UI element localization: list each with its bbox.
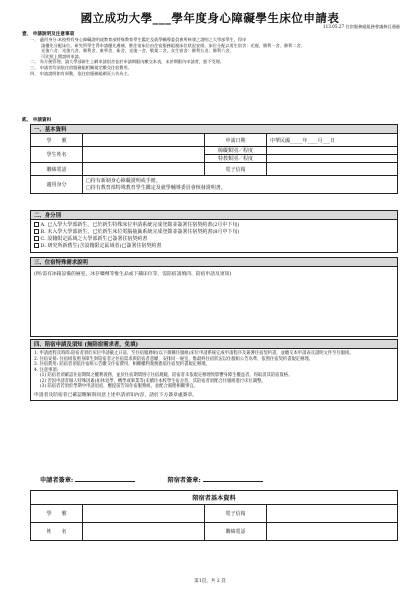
companion-band: 四、陪宿申請及須知 (無陪宿需求者，免填) (31, 340, 398, 349)
status-band: 二、身分別 (31, 211, 398, 220)
email-label: 電子信箱 (205, 163, 267, 176)
rule-item: 4. 注意事項: (34, 367, 59, 373)
form-title: 國立成功大學___學年度身心障礙學生床位申請表 (80, 11, 340, 25)
agreement-text: 申請者及陪宿者已確認瞭解與同意上述申請須知內容，請於下方簽章處簽章。 (34, 392, 198, 398)
companion-name-label: 姓 名 (31, 523, 83, 541)
needs-table (30, 257, 398, 337)
note-line: 二、 為方便管理，請大學部新生上網申請宿舍並於申請期限內繳交本表，未於期限內申請者，恕不受理。 (30, 59, 224, 65)
apply-date-field[interactable]: 中華民國_____年____月___日 (267, 134, 398, 147)
student-id-label: 學 號 (31, 134, 83, 147)
rule-item: 1. 申請流程及時間:陪宿者須於床位申請截止日前，至住宿服務組(以下簡稱住服組)床位申請系統完成申請程序及簽署住宿契約書，並繳交本申請表及證明文件至住服組。 (34, 351, 354, 356)
companion-signature-field[interactable] (203, 481, 263, 482)
checkbox-icon[interactable] (34, 229, 39, 234)
companion-id-label: 學 號 (31, 505, 83, 523)
status-option-b[interactable]: B. 未入學大學部新生，已於新生床位電腦抽籤系統完成登錄並簽署住宿契約書(8月中下旬) (34, 229, 394, 236)
note-line: 可比照上開說明申請。 (41, 53, 83, 59)
status-option-a[interactable]: A. 已入學大學部新生，已於新生特殊床位申請系統完成登錄並簽署住宿契約書(2月中下旬) (34, 222, 394, 229)
needs-field[interactable]: (例:需有冰箱設備的寢室，冰存藥劑等惟生品或下鋪床位等，需陪宿請填四、陪宿申請及須知) (31, 267, 398, 337)
status-option-d[interactable]: D. 研究所新舊生(含設籍限定區域者)已簽署住宿契約書 (34, 243, 394, 250)
student-id-field[interactable] (83, 134, 205, 147)
rule-item: (3) 陪宿者若須於學期中申請退宿，應提前告知住宿服務組，並配合處理相關事宜。 (40, 384, 198, 389)
checkbox-icon[interactable] (34, 222, 39, 227)
needs-band: 三、住宿特殊需求說明 (31, 258, 398, 267)
companion-rules-table (30, 339, 398, 401)
student-name-label: 學生姓名 (31, 147, 83, 163)
status-option-c[interactable]: C. 設籍限定區域之大學部新生已簽署住宿契約書 (34, 236, 394, 243)
student-name-field[interactable] (83, 147, 205, 163)
note-line: 三、 申請者均須依住宿服務組相關規定繳交住宿費用。 (30, 64, 132, 70)
note-line: 一、 適用身分:本校特有身心障礙證明或教育部特殊教育學生鑑定及就學輔導委員會所核發之證明之大學部學生，得申 (30, 37, 247, 42)
companion-basic-table (30, 490, 398, 541)
page-number: 第1頁，共 2 頁 (194, 579, 226, 584)
basic-info-table (30, 124, 398, 194)
rule-item: (1) 陪宿者須確認住宿期間之權利義務，並於住宿期間恪守住宿規範，陪宿者未依規定辦理致影響身障生權益者，得取消其陪宿資格。 (40, 373, 293, 378)
application-heading: 貳、 申請資料 (22, 118, 52, 123)
note-line: 光復六舍、光復九舍、勝利舍、東寧舍、新舍、光復一舍、敬業二舍，女生宿舍：勝利五舍、勝利六舍、 (41, 48, 234, 54)
disability-type-field[interactable] (267, 147, 398, 155)
checkbox-icon[interactable] (34, 236, 39, 241)
companion-name-field[interactable] (83, 523, 205, 541)
identity-option-certificate[interactable]: □持有新制身心障礙證明或手冊。 (86, 177, 161, 184)
identity-options (83, 176, 398, 194)
status-options (31, 220, 398, 253)
apply-date-label: 申請日期 (205, 134, 267, 147)
companion-phone-label: 聯絡電話 (205, 523, 267, 541)
rule-item: (2) 若因申請者個人特殊因素(如休退學、轉學或畢業等)未續住本校學生宿舍者，其陪宿者須配合住服組進行床位調整。 (40, 378, 266, 384)
notes-heading: 壹、 申請說明及注意事項 (22, 32, 75, 37)
companion-email-field[interactable] (267, 505, 398, 523)
phone-label: 聯絡電話 (31, 163, 83, 176)
rule-item: 3. 住宿費用: 陪宿者須依住宿組公告繳交住宿費用，相關權利義務悉依住宿契約書規定辦理。 (34, 362, 210, 367)
companion-signature-label: 陪宿者簽章: (167, 477, 201, 484)
notes-list (30, 37, 398, 76)
companion-phone-field[interactable] (267, 523, 398, 541)
rule-item: 2. 住宿安排: 住宿組依照身障生與陪宿者之住宿需求與陪宿者意願，安排同一寢室，惟最終住宿狀況以住服組公告為準，依照住宿契約書規定辦理。 (34, 356, 313, 362)
identity-option-special-ed[interactable]: □持有教育部特殊教育學生鑑定及就學輔導委員會核發證明書。 (86, 184, 226, 191)
identity-label: 適用身分 (31, 176, 83, 194)
revision-note: 113.05.27 住宿服務組組務會議修訂通過 (322, 24, 400, 29)
email-field[interactable] (267, 163, 398, 176)
special-ed-type-label: 特教類別／程度 (205, 155, 267, 163)
note-line: 四、 申請說明如有異動，依住宿服務組網頁公告為主。 (30, 70, 132, 76)
applicant-signature-label: 申請者簽章: (40, 477, 74, 484)
applicant-signature-field[interactable] (75, 481, 135, 482)
phone-field[interactable] (83, 163, 205, 176)
basic-info-band: 一、基本資料 (31, 125, 398, 134)
signature-row (40, 475, 263, 484)
companion-basic-band: 陪宿者基本資料 (31, 491, 398, 505)
special-ed-type-field[interactable] (267, 155, 398, 163)
checkbox-icon[interactable] (34, 243, 39, 248)
status-table (30, 210, 398, 253)
note-line: 請優先分配床位。研究所學生得申請優先遴補，惟住宿床位由住宿服務組視床位狀況安排，床位分配以男生宿舍：光復、勝利一舍、勝利二舍、 (41, 42, 305, 48)
companion-id-field[interactable] (83, 505, 205, 523)
companion-rules (31, 349, 398, 401)
disability-type-label: 障礙類別／程度 (205, 147, 267, 155)
companion-email-label: 電子信箱 (205, 505, 267, 523)
